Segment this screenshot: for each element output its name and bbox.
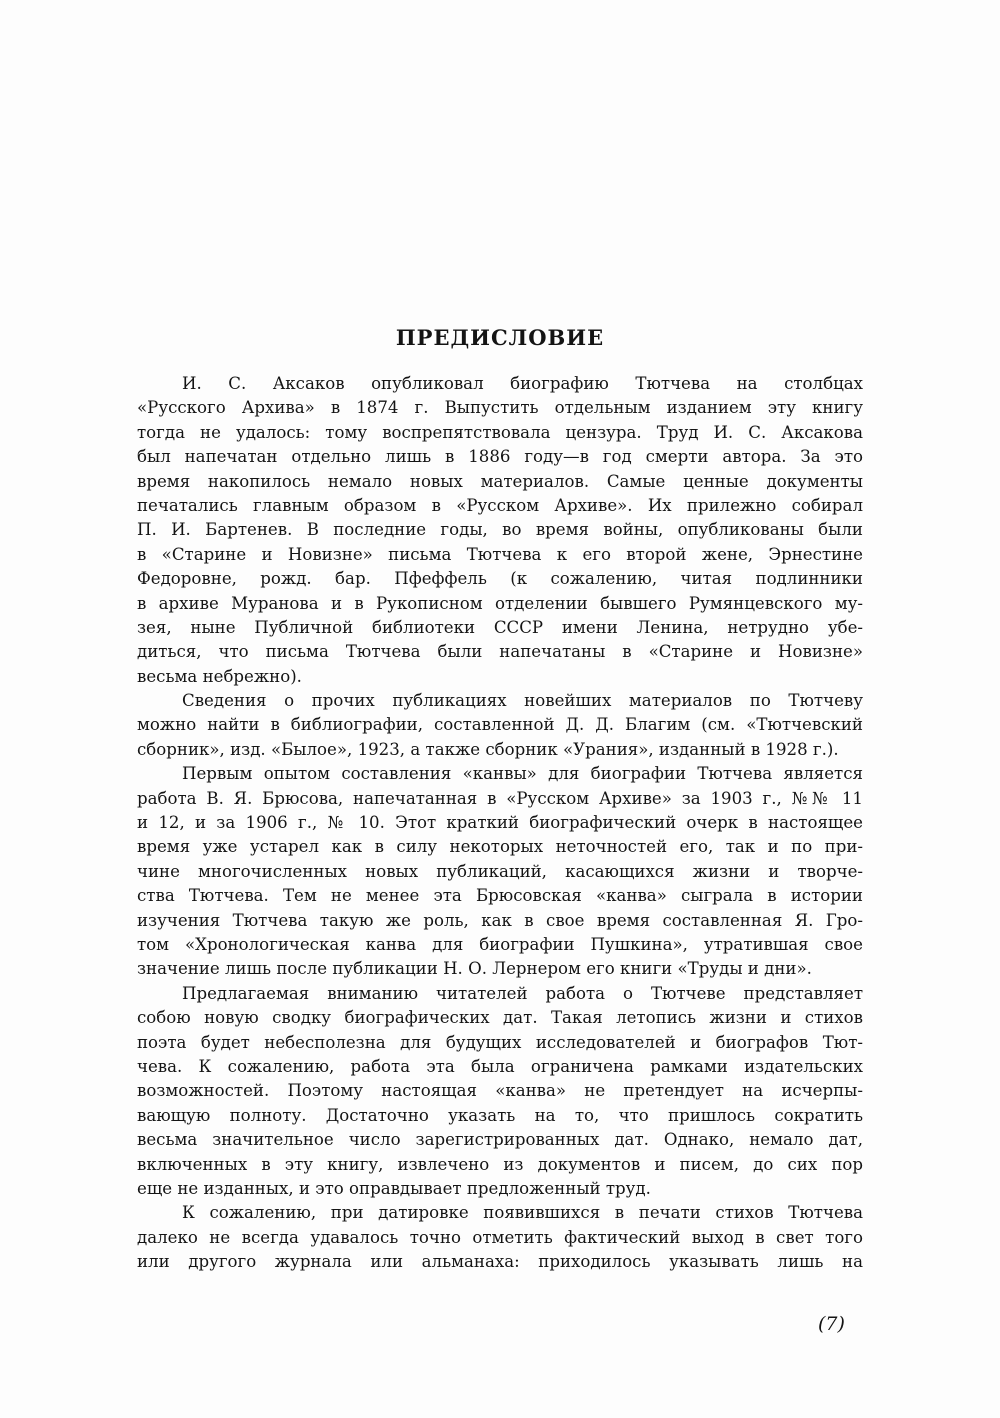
text-line: чева. К сожалению, работа эта была ограничена рамками издательских [137, 1056, 863, 1076]
text-line: Федоровне, рожд. бар. Пфеффель (к сожалению, читая подлинники [137, 569, 863, 589]
text-line: был напечатан отдельно лишь в 1886 году—в год смерти автора. За это [137, 447, 863, 467]
text-line: в архиве Муранова и в Рукописном отделении бывшего Румянцевского му- [137, 593, 863, 613]
text-line: П. И. Бартенев. В последние годы, во время войны, опубликованы были [137, 520, 863, 540]
text-line: Предлагаемая вниманию читателей работа о Тютчеве представляет [182, 983, 863, 1003]
text-line: К сожалению, при датировке появившихся в печати стихов Тютчева [182, 1203, 863, 1223]
text-line: время уже устарел как в силу некоторых неточностей его, так и по при- [137, 837, 863, 857]
text-line: работа В. Я. Брюсова, напечатанная в «Русском Архиве» за 1903 г., №№ 11 [137, 788, 863, 808]
text-line: собою новую сводку биографических дат. Такая летопись жизни и стихов [137, 1008, 863, 1028]
text-line: печатались главным образом в «Русском Архиве». Их прилежно собирал [137, 495, 863, 515]
text-line: можно найти в библиографии, составленной Д. Д. Благим (см. «Тютчевский [137, 715, 863, 735]
text-line: далеко не всегда удавалось точно отметить фактический выход в свет того [137, 1227, 863, 1247]
text-line: еще не изданных, и это оправдывает предложенный труд. [137, 1178, 651, 1198]
page-title: ПРЕДИСЛОВИЕ [395, 325, 605, 350]
text-line: или другого журнала или альманаха: приходилось указывать лишь на [137, 1252, 863, 1272]
text-line: чине многочисленных новых публикаций, касающихся жизни и творче- [137, 861, 863, 881]
body-text [137, 372, 863, 1274]
text-line: в «Старине и Новизне» письма Тютчева к его второй жене, Эрнестине [137, 544, 863, 564]
text-line: Первым опытом составления «канвы» для биографии Тютчева является [182, 764, 863, 784]
text-line: вающую полноту. Достаточно указать на то, что пришлось сократить [137, 1105, 863, 1125]
text-line: «Русского Архива» в 1874 г. Выпустить отдельным изданием эту книгу [137, 398, 863, 418]
text-line: весьма значительное число зарегистрированных дат. Однако, немало дат, [137, 1130, 863, 1150]
text-line: весьма небрежно). [137, 666, 302, 686]
text-line: изучения Тютчева такую же роль, как в свое время составленная Я. Гро- [137, 910, 863, 930]
text-line: время накопилось немало новых материалов. Самые ценные документы [137, 471, 863, 491]
text-line: тогда не удалось: тому воспрепятствовала цензура. Труд И. С. Аксакова [137, 422, 863, 442]
text-line: Сведения о прочих публикациях новейших материалов по Тютчеву [182, 691, 863, 711]
text-line: том «Хронологическая канва для биографии Пушкина», утратившая свое [137, 934, 863, 954]
text-line: И. С. Аксаков опубликовал биографию Тютчева на столбцах [182, 374, 863, 393]
text-line: зея, ныне Публичной библиотеки СССР имени Ленина, нетрудно убе- [137, 617, 863, 637]
text-line: диться, что письма Тютчева были напечатаны в «Старине и Новизне» [137, 642, 863, 662]
text-line: и 12, и за 1906 г., № 10. Этот краткий биографический очерк в настоящее [137, 813, 863, 833]
text-line: возможностей. Поэтому настоящая «канва» не претендует на исчерпы- [137, 1081, 863, 1101]
text-line: поэта будет небесполезна для будущих исследователей и биографов Тют- [137, 1032, 863, 1052]
text-line: включенных в эту книгу, извлечено из документов и писем, до сих пор [137, 1154, 863, 1174]
text-line: сборник», изд. «Былое», 1923, а также сборник «Урания», изданный в 1928 г.). [137, 739, 839, 759]
text-line: ства Тютчева. Тем не менее эта Брюсовская «канва» сыграла в истории [137, 886, 863, 906]
text-line: значение лишь после публикации Н. О. Лернером его книги «Труды и дни». [137, 959, 812, 979]
page-number: (7) [818, 1313, 845, 1335]
